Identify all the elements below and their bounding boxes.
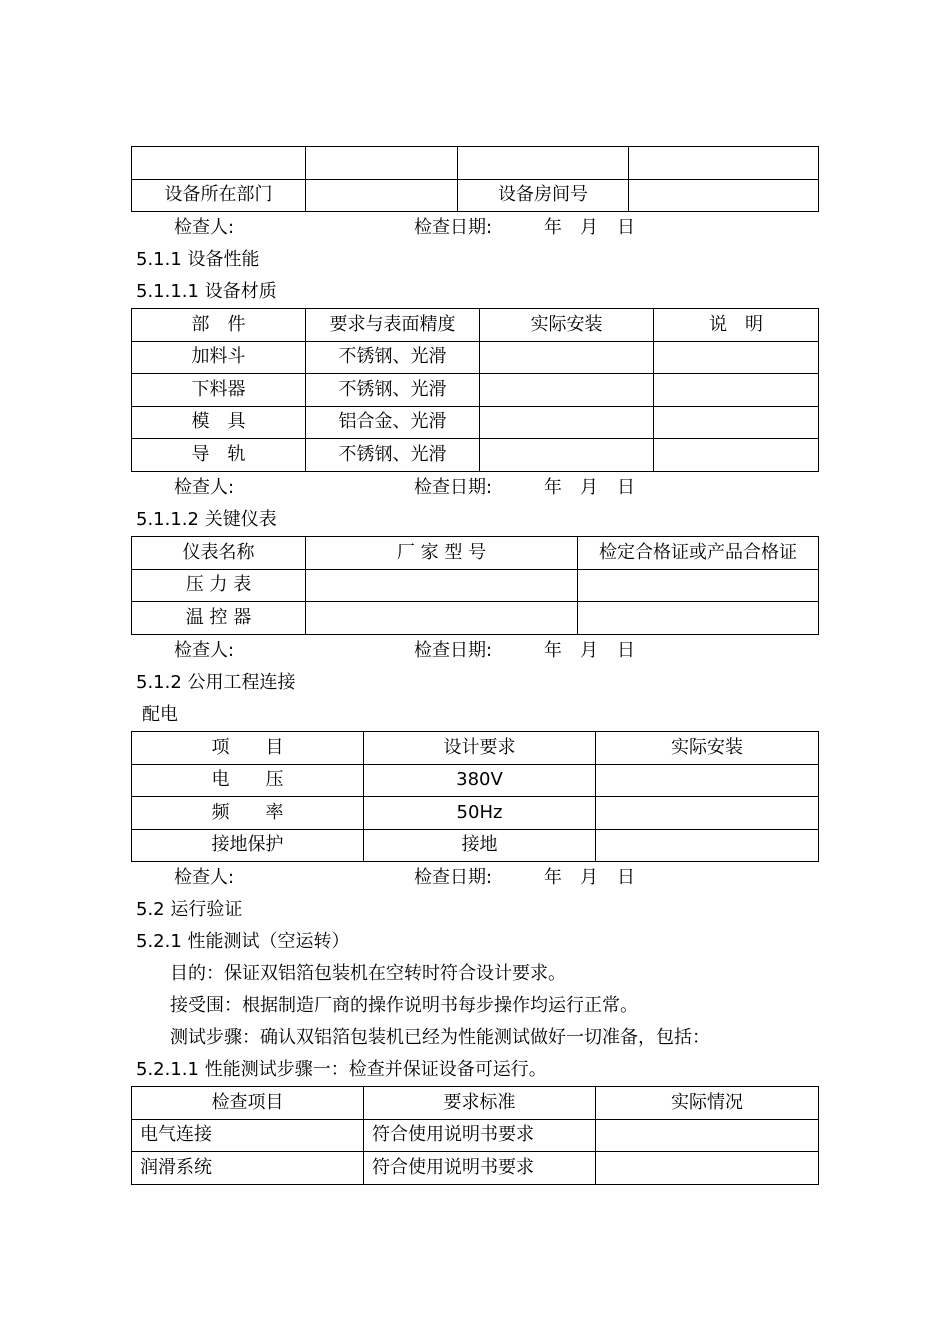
table-row	[132, 179, 819, 212]
inspector-label: 检查人:	[174, 640, 235, 661]
month-label: 月	[580, 867, 598, 888]
table-cell: 接地保护	[132, 829, 364, 862]
inspector-label: 检查人:	[174, 477, 235, 498]
table-cell	[306, 147, 458, 180]
table-cell	[654, 439, 819, 472]
table-row	[132, 1152, 819, 1185]
material-table	[131, 308, 819, 472]
inspector-label: 检查人:	[174, 867, 235, 888]
table-row	[132, 602, 819, 635]
table-row	[132, 406, 819, 439]
inspector-label: 检查人:	[174, 217, 235, 238]
column-header: 实际情况	[596, 1087, 819, 1120]
table-row	[132, 829, 819, 862]
signature-line	[0, 472, 950, 504]
table-cell: 不锈钢、光滑	[306, 341, 480, 374]
table-cell	[578, 569, 819, 602]
subheading: 配电	[142, 704, 178, 725]
column-header: 要求与表面精度	[306, 309, 480, 342]
table-header-row	[132, 537, 819, 570]
table-cell	[132, 147, 306, 180]
table-row	[132, 374, 819, 407]
day-label: 日	[617, 640, 635, 661]
table-cell: 温 控 器	[132, 602, 306, 635]
table-header-row	[132, 732, 819, 765]
table-row	[132, 569, 819, 602]
column-header: 检查项目	[132, 1087, 364, 1120]
table-cell: 设备所在部门	[132, 179, 306, 212]
date-label: 检查日期:	[414, 477, 493, 498]
section-heading: 5.1.1 设备性能	[136, 249, 260, 270]
table-cell: 导 轨	[132, 439, 306, 472]
day-label: 日	[617, 217, 635, 238]
table-cell	[629, 147, 819, 180]
column-header: 检定合格证或产品合格证	[578, 537, 819, 570]
check-table	[131, 1086, 819, 1185]
table-cell: 符合使用说明书要求	[364, 1152, 596, 1185]
section-heading: 5.2.1.1 性能测试步骤一：检查并保证设备可运行。	[136, 1059, 547, 1080]
table-cell: 不锈钢、光滑	[306, 439, 480, 472]
table-cell: 下料器	[132, 374, 306, 407]
table-header-row	[132, 309, 819, 342]
signature-line	[0, 212, 950, 244]
column-header: 仪表名称	[132, 537, 306, 570]
table-cell	[654, 374, 819, 407]
table-cell: 模 具	[132, 406, 306, 439]
table-cell	[458, 147, 629, 180]
table-cell: 电气连接	[132, 1119, 364, 1152]
table-cell	[654, 406, 819, 439]
table-row	[132, 341, 819, 374]
table-cell	[596, 1119, 819, 1152]
table-cell	[596, 829, 819, 862]
column-header: 实际安装	[480, 309, 654, 342]
year-label: 年	[544, 640, 562, 661]
column-header: 实际安装	[596, 732, 819, 765]
table-cell: 频 率	[132, 797, 364, 830]
equipment-location-table	[131, 146, 819, 212]
table-cell	[480, 406, 654, 439]
table-cell	[596, 764, 819, 797]
section-heading: 5.1.1.1 设备材质	[136, 281, 277, 302]
table-cell	[654, 341, 819, 374]
day-label: 日	[617, 477, 635, 498]
month-label: 月	[580, 477, 598, 498]
table-cell: 接地	[364, 829, 596, 862]
table-cell: 润滑系统	[132, 1152, 364, 1185]
year-label: 年	[544, 217, 562, 238]
table-cell	[480, 341, 654, 374]
table-row	[132, 147, 819, 180]
table-cell	[306, 179, 458, 212]
column-header: 设计要求	[364, 732, 596, 765]
table-header-row	[132, 1087, 819, 1120]
date-label: 检查日期:	[414, 217, 493, 238]
date-label: 检查日期:	[414, 867, 493, 888]
table-row	[132, 764, 819, 797]
day-label: 日	[617, 867, 635, 888]
table-cell	[596, 797, 819, 830]
instruments-table	[131, 536, 819, 635]
steps-paragraph: 测试步骤：确认双铝箔包装机已经为性能测试做好一切准备，包括：	[170, 1027, 710, 1048]
table-cell	[306, 569, 578, 602]
signature-line	[0, 635, 950, 667]
section-heading: 5.2.1 性能测试（空运转）	[136, 931, 350, 952]
table-cell: 电 压	[132, 764, 364, 797]
month-label: 月	[580, 640, 598, 661]
column-header: 说 明	[654, 309, 819, 342]
table-cell	[306, 602, 578, 635]
table-row	[132, 1119, 819, 1152]
acceptance-paragraph: 接受围：根据制造厂商的操作说明书每步操作均运行正常。	[170, 995, 638, 1016]
table-cell	[578, 602, 819, 635]
table-row	[132, 439, 819, 472]
table-cell	[596, 1152, 819, 1185]
table-cell: 加料斗	[132, 341, 306, 374]
table-cell: 380V	[364, 764, 596, 797]
table-cell	[480, 439, 654, 472]
section-heading: 5.2 运行验证	[136, 899, 243, 920]
column-header: 项 目	[132, 732, 364, 765]
table-cell: 压 力 表	[132, 569, 306, 602]
column-header: 厂 家 型 号	[306, 537, 578, 570]
month-label: 月	[580, 217, 598, 238]
table-row	[132, 797, 819, 830]
signature-line	[0, 862, 950, 894]
year-label: 年	[544, 867, 562, 888]
column-header: 要求标准	[364, 1087, 596, 1120]
table-cell	[480, 374, 654, 407]
power-table	[131, 731, 819, 862]
table-cell: 50Hz	[364, 797, 596, 830]
column-header: 部 件	[132, 309, 306, 342]
section-heading: 5.1.2 公用工程连接	[136, 672, 296, 693]
table-cell	[629, 179, 819, 212]
purpose-paragraph: 目的：保证双铝箔包装机在空转时符合设计要求。	[170, 963, 566, 984]
section-heading: 5.1.1.2 关键仪表	[136, 509, 277, 530]
year-label: 年	[544, 477, 562, 498]
table-cell: 不锈钢、光滑	[306, 374, 480, 407]
table-cell: 铝合金、光滑	[306, 406, 480, 439]
table-cell: 符合使用说明书要求	[364, 1119, 596, 1152]
table-cell: 设备房间号	[458, 179, 629, 212]
date-label: 检查日期:	[414, 640, 493, 661]
